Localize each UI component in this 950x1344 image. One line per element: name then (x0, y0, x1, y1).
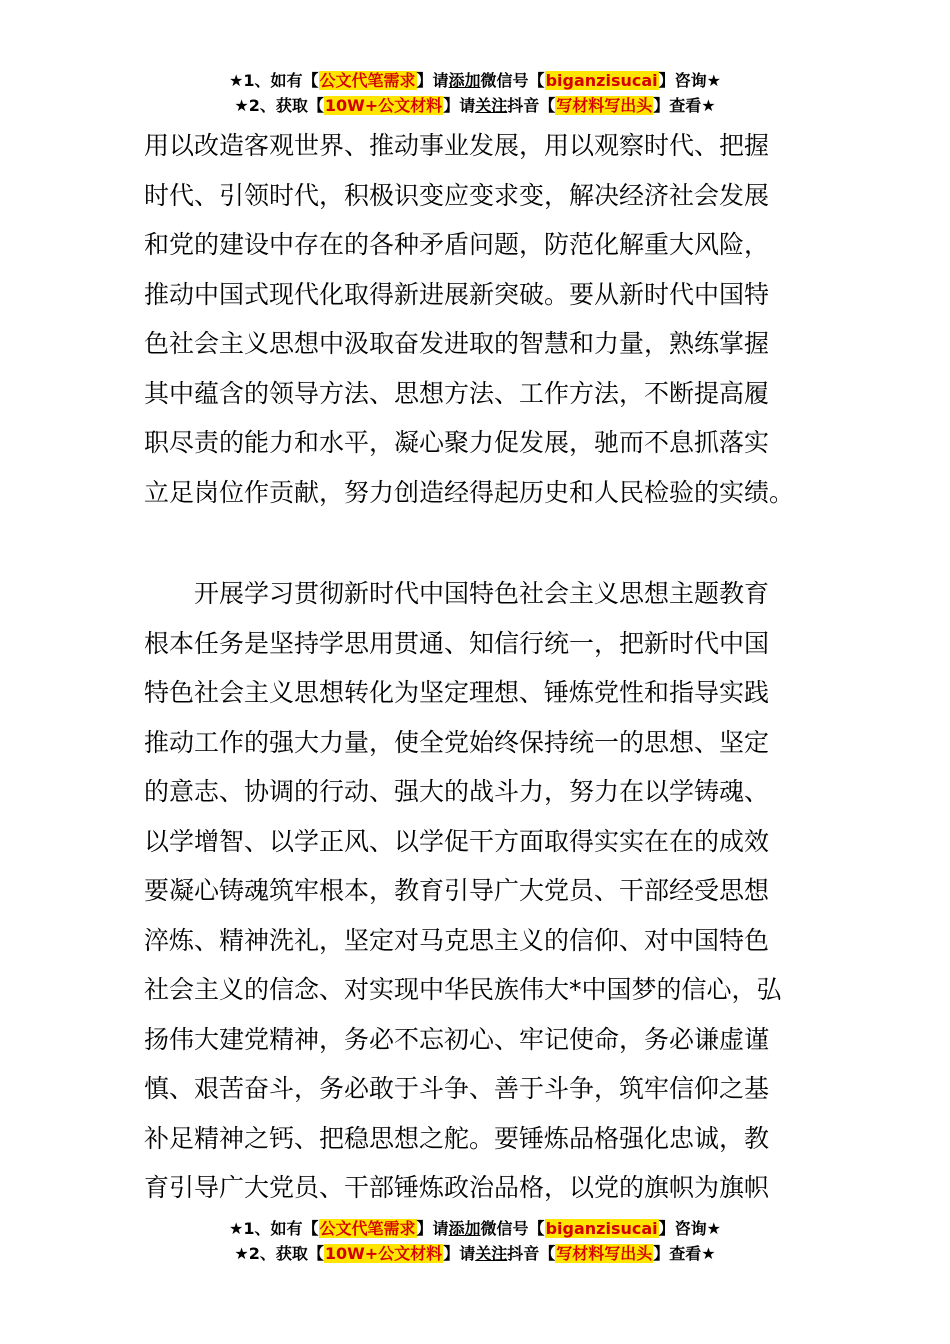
text-line: 时代、引领时代，积极识变应变求变，解决经济社会发展 (144, 180, 770, 210)
banner-text: 微信号【 (480, 71, 545, 90)
text-line: 育引导广大党员、干部锤炼政治品格，以党的旗帜为旗帜 (144, 1173, 770, 1202)
text-line: 推动工作的强大力量，使全党始终保持统一的思想、坚定 (144, 727, 770, 757)
paragraph-2 (144, 569, 808, 1213)
banner-text: ★1、如有【 (229, 71, 319, 90)
banner-highlight: 写材料写出头 (556, 1244, 653, 1263)
text-line: 特色社会主义思想转化为坚定理想、锤炼党性和指导实践 (144, 678, 770, 707)
text-line: 立足岗位作贡献，努力创造经得起历史和人民检验的实绩。 (144, 477, 795, 507)
text-line: 用以改造客观世界、推动事业发展，用以观察时代、把握 (144, 131, 770, 160)
banner-line-1 (0, 1216, 950, 1241)
banner-text: 】请 (443, 1244, 476, 1263)
banner-text: 】查看★ (653, 1244, 716, 1263)
text-line: 职尽责的能力和水平，凝心聚力促发展，驰而不息抓落实 (144, 428, 770, 457)
text-line: 淬炼、精神洗礼，坚定对马克思主义的信仰、对中国特色 (144, 925, 770, 955)
banner-highlight: 10W+公文材料 (324, 1244, 443, 1263)
banner-text: 】请 (416, 1219, 449, 1238)
text-line: 的意志、协调的行动、强大的战斗力，努力在以学铸魂、 (144, 777, 770, 806)
banner-text: 】请 (416, 71, 449, 90)
banner-text: 抖音【 (507, 1244, 556, 1263)
banner-highlight: biganzisucai (545, 1219, 658, 1238)
banner-text: 】查看★ (653, 96, 716, 115)
text-line: 开展学习贯彻新时代中国特色社会主义思想主题教育 (194, 579, 770, 608)
banner-highlight: 10W+公文材料 (324, 96, 443, 115)
banner-underline: 添加 (448, 1219, 481, 1238)
banner-text: ★1、如有【 (229, 1219, 319, 1238)
header-banner (0, 68, 950, 118)
text-line: 扬伟大建党精神，务必不忘初心、牢记使命，务必谦虚谨 (144, 1024, 770, 1054)
text-line: 和党的建设中存在的各种矛盾问题，防范化解重大风险， (144, 230, 770, 259)
banner-highlight: biganzisucai (545, 71, 658, 90)
banner-underline: 关注 (475, 96, 508, 115)
text-line: 要凝心铸魂筑牢根本，教育引导广大党员、干部经受思想 (144, 876, 770, 905)
banner-highlight: 写材料写出头 (556, 96, 653, 115)
text-line: 根本任务是坚持学思用贯通、知信行统一，把新时代中国 (144, 628, 770, 658)
text-line: 补足精神之钙、把稳思想之舵。要锤炼品格强化忠诚，教 (144, 1123, 770, 1153)
banner-underline: 添加 (448, 71, 481, 90)
banner-text: ★2、获取【 (234, 96, 324, 115)
banner-underline: 关注 (475, 1244, 508, 1263)
footer-banner (0, 1216, 950, 1266)
text-line: 社会主义的信念、对实现中华民族伟大*中国梦的信心，弘 (144, 975, 782, 1004)
banner-text: 】请 (443, 96, 476, 115)
banner-highlight: 公文代笔需求 (319, 1219, 416, 1238)
text-line: 色社会主义思想中汲取奋发进取的智慧和力量，熟练掌握 (144, 329, 770, 358)
banner-line-1 (0, 68, 950, 93)
banner-text: 微信号【 (480, 1219, 545, 1238)
banner-line-2 (0, 1241, 950, 1266)
banner-highlight: 公文代笔需求 (319, 71, 416, 90)
banner-line-2 (0, 93, 950, 118)
banner-text: ★2、获取【 (234, 1244, 324, 1263)
banner-text: 抖音【 (507, 96, 556, 115)
text-line: 其中蕴含的领导方法、思想方法、工作方法，不断提高履 (144, 378, 770, 408)
text-line: 推动中国式现代化取得新进展新突破。要从新时代中国特 (144, 279, 770, 309)
text-line: 慎、艰苦奋斗，务必敢于斗争、善于斗争，筑牢信仰之基 (144, 1074, 770, 1103)
paragraph-1 (144, 121, 808, 517)
text-line: 以学增智、以学正风、以学促干方面取得实实在在的成效 (144, 826, 770, 856)
banner-text: 】咨询★ (658, 1219, 721, 1238)
banner-text: 】咨询★ (658, 71, 721, 90)
